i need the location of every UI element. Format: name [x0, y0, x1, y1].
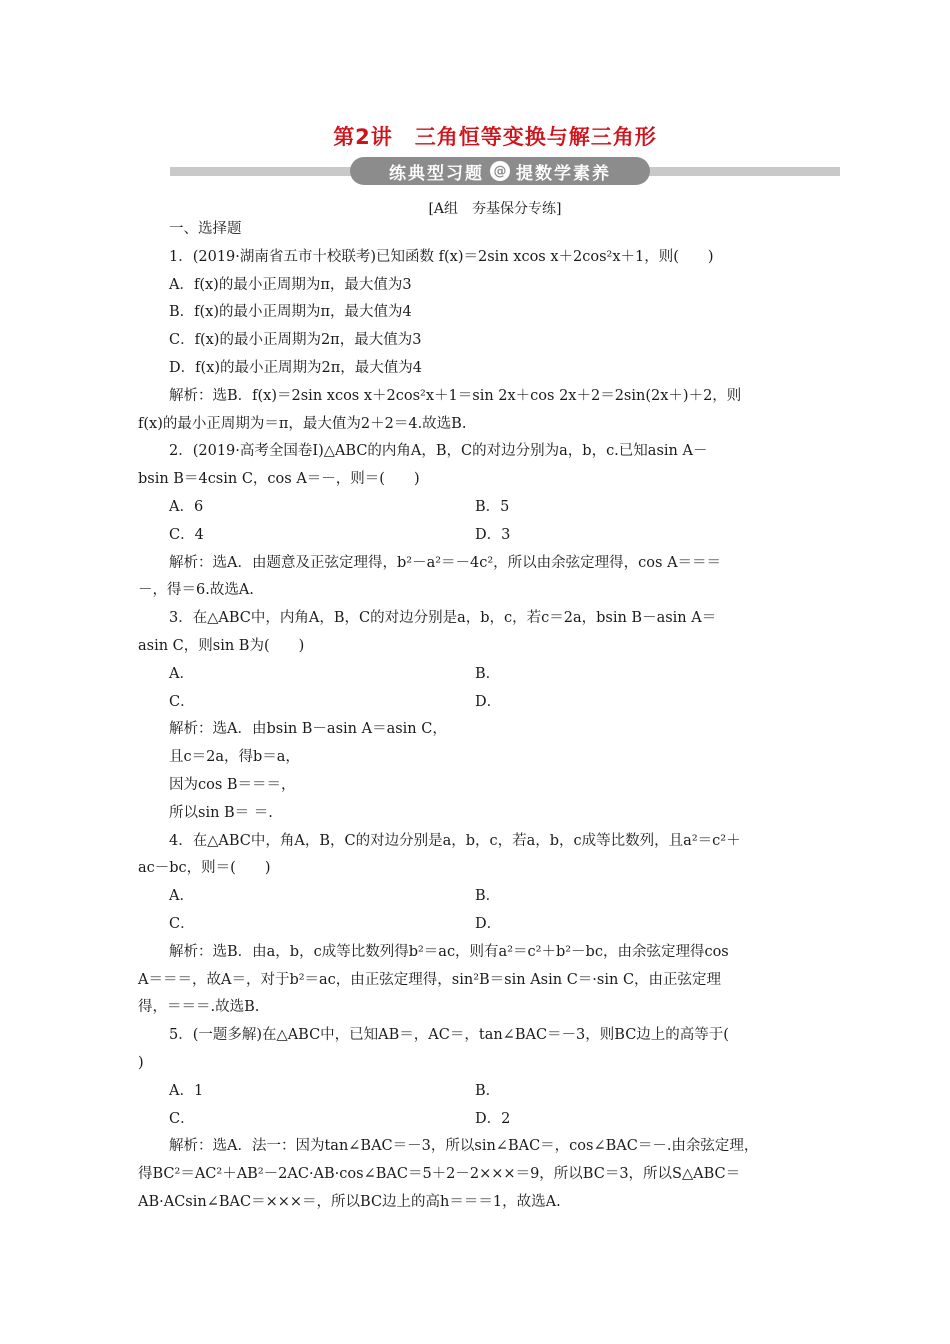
at-badge-icon: @ — [490, 161, 510, 181]
group-subtitle: [A组 夯基保分专练] — [428, 201, 562, 217]
q4-stem-line2: ac－bc，则＝( ) — [138, 860, 271, 877]
q5-solution-line2: 得BC²＝AC²＋AB²－2AC·AB·cos∠BAC＝5＋2－2×××＝9，所以BC＝3，所以S△ABC＝ — [138, 1166, 741, 1183]
q3-stem-line1: 3．在△ABC中，内角A，B，C的对边分别是a，b，c，若c＝2a，bsin B－asin A＝ — [169, 610, 717, 627]
q2-solution-line1: 解析：选A．由题意及正弦定理得，b²－a²＝－4c²，所以由余弦定理得，cos A＝＝＝ — [169, 554, 722, 571]
q3-solution-line4: 所以sin B＝ ＝. — [169, 804, 273, 821]
q1-option-a: A．f(x)的最小正周期为π，最大值为3 — [169, 276, 412, 293]
q2-stem-line1: 2．(2019·高考全国卷Ⅰ)△ABC的内角A，B，C的对边分别为a，b，c.已知asin A－ — [169, 443, 708, 460]
q4-option-b: B． — [475, 888, 501, 905]
q4-option-d: D． — [475, 915, 502, 932]
q5-option-a: A．1 — [169, 1082, 204, 1099]
q2-solution-line2: －，得＝6.故选A. — [138, 582, 254, 599]
q2-options-row1 — [138, 494, 816, 522]
q4-stem-line1: 4．在△ABC中，角A，B，C的对边分别是a，b，c，若a，b，c成等比数列，且a²＝c²＋ — [169, 832, 741, 849]
q3-options-row1 — [138, 661, 816, 689]
q5-option-c: C． — [169, 1110, 195, 1127]
q1-option-d: D．f(x)的最小正周期为2π，最大值为4 — [169, 359, 422, 376]
q3-option-d: D． — [475, 693, 502, 710]
q3-solution-line1: 解析：选A．由bsin B－asin A＝asin C， — [169, 721, 447, 738]
q1-option-c: C．f(x)的最小正周期为2π，最大值为3 — [169, 332, 422, 349]
q4-options-row2 — [138, 911, 816, 939]
q1-solution-line2: f(x)的最小正周期为＝π，最大值为2＋2＝4.故选B. — [138, 415, 467, 432]
section-banner — [170, 157, 840, 185]
section-heading: 一、选择题 — [169, 221, 242, 237]
q3-options-row2 — [138, 689, 816, 717]
q3-solution-line3: 因为cos B＝＝＝， — [169, 776, 296, 793]
banner-pill — [350, 157, 650, 185]
q5-option-d: D．2 — [475, 1110, 511, 1127]
q4-solution-line2: A＝＝＝，故A＝，对于b²＝ac，由正弦定理得，sin²B＝sin Asin C＝·sin C，由正弦定理 — [138, 971, 722, 988]
q2-stem-line2: bsin B＝4csin C，cos A＝－，则＝( ) — [138, 471, 420, 488]
banner-right-text: 提数学素养 — [516, 163, 611, 184]
q3-solution-line2: 且c＝2a，得b＝a， — [169, 749, 300, 766]
q3-stem-line2: asin C，则sin B为( ) — [138, 637, 305, 654]
document-body — [138, 216, 816, 1217]
page-title: 第2讲 三角恒等变换与解三角形 — [333, 125, 657, 149]
q2-option-a: A．6 — [169, 498, 204, 515]
q3-option-b: B． — [475, 665, 501, 682]
q4-option-a: A． — [169, 888, 194, 905]
q3-option-c: C． — [169, 693, 195, 710]
q5-options-row1 — [138, 1078, 816, 1106]
q4-option-c: C． — [169, 915, 195, 932]
q1-solution-line1: 解析：选B．f(x)＝2sin xcos x＋2cos²x＋1＝sin 2x＋cos 2x＋2＝2sin(2x＋)＋2，则 — [169, 387, 742, 404]
q5-solution-line1: 解析：选A．法一：因为tan∠BAC＝－3，所以sin∠BAC＝，cos∠BAC＝－.由余弦定理， — [169, 1138, 759, 1155]
q5-stem-line1: 5．(一题多解)在△ABC中，已知AB＝，AC＝，tan∠BAC＝－3，则BC边上的高等于( — [169, 1027, 729, 1044]
q2-option-c: C．4 — [169, 526, 204, 543]
q4-solution-line3: 得，＝＝＝.故选B. — [138, 999, 260, 1016]
q1-stem: 1．(2019·湖南省五市十校联考)已知函数 f(x)＝2sin xcos x＋2cos²x＋1，则( ) — [169, 248, 714, 265]
q5-option-b: B． — [475, 1082, 501, 1099]
q4-solution-line1: 解析：选B．由a，b，c成等比数列得b²＝ac，则有a²＝c²＋b²－bc，由余弦定理得cos — [169, 943, 729, 960]
q5-options-row2 — [138, 1106, 816, 1134]
q2-options-row2 — [138, 522, 816, 550]
banner-left-text: 练典型习题 — [389, 163, 484, 184]
q2-option-b: B．5 — [475, 498, 510, 515]
q5-stem-line2: ) — [138, 1054, 144, 1071]
q2-option-d: D．3 — [475, 526, 511, 543]
q1-option-b: B．f(x)的最小正周期为π，最大值为4 — [169, 304, 412, 321]
q3-option-a: A． — [169, 665, 194, 682]
q4-options-row1 — [138, 883, 816, 911]
q5-solution-line3: AB·ACsin∠BAC＝×××＝，所以BC边上的高h＝＝＝1，故选A. — [138, 1193, 561, 1210]
